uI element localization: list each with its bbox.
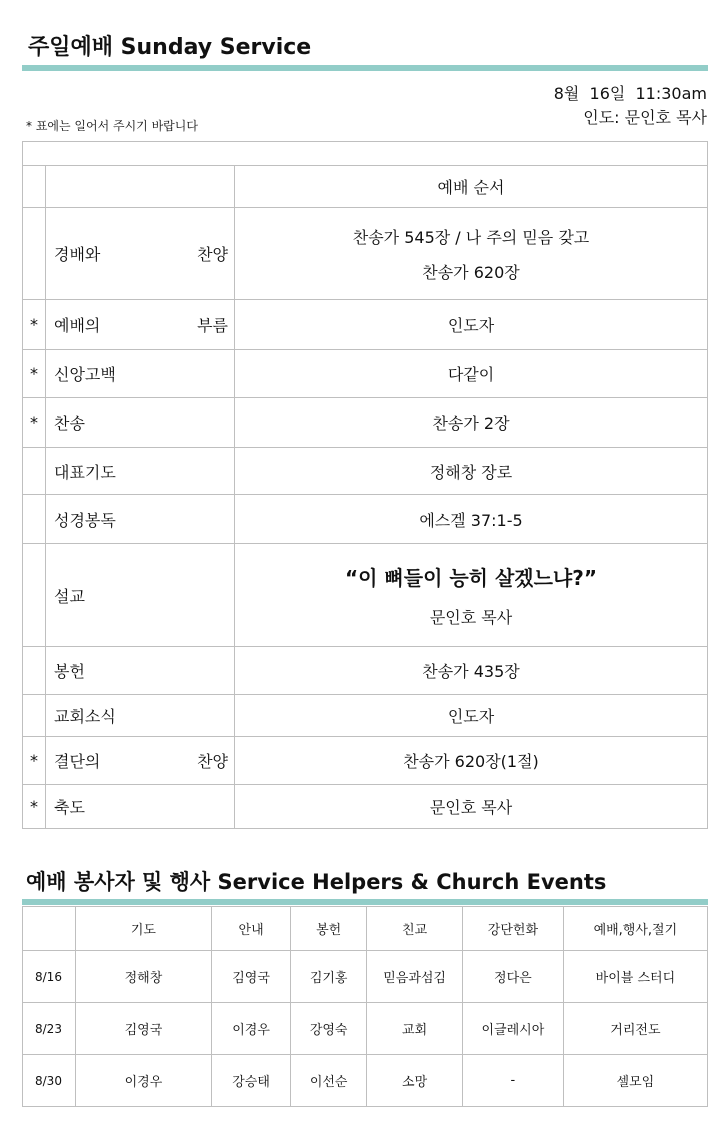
- order-label: 설교: [54, 586, 85, 606]
- standing-note: * 표에는 일어서 주시기 바랍니다: [26, 119, 198, 133]
- standing-marker: *: [23, 785, 46, 829]
- order-value: 다같이: [447, 365, 495, 384]
- order-header: 예배 순서: [235, 166, 708, 208]
- order-label: 축도: [54, 798, 85, 817]
- order-value: 정해창 장로: [429, 462, 513, 482]
- helpers-cell: 정해창: [75, 951, 211, 1003]
- helpers-cell: 이경우: [212, 1003, 291, 1055]
- helpers-cell: 소망: [367, 1055, 463, 1107]
- order-row: [23, 208, 708, 300]
- column-header: 친교: [367, 907, 463, 951]
- helpers-table: [22, 906, 708, 1107]
- order-label: 경배와 찬양: [54, 245, 228, 264]
- helpers-cell: 강승태: [212, 1055, 291, 1107]
- helpers-cell: -: [463, 1055, 564, 1107]
- order-value: 찬송가 435장: [422, 662, 520, 681]
- helpers-row: [23, 951, 708, 1003]
- order-of-worship-table: [22, 141, 708, 829]
- column-header: 예배,행사,절기: [563, 907, 707, 951]
- order-label: 결단의 찬양: [54, 752, 228, 771]
- column-header: 강단헌화: [463, 907, 564, 951]
- helpers-cell: 믿음과섬김: [367, 951, 463, 1003]
- order-value: 찬송가 2장: [432, 414, 510, 433]
- standing-marker: *: [23, 300, 46, 350]
- helpers-cell: 셀모임: [563, 1055, 707, 1107]
- service-info: [554, 82, 707, 130]
- helpers-cell: 김영국: [212, 951, 291, 1003]
- order-value: 에스겔 37:1-5: [419, 510, 523, 530]
- order-label: 봉헌: [54, 662, 85, 681]
- standing-marker: *: [23, 737, 46, 785]
- helpers-date: 8/16: [23, 951, 76, 1003]
- table-header-row: [23, 166, 708, 208]
- helpers-cell: 이경우: [75, 1055, 211, 1107]
- helpers-divider: [22, 899, 708, 905]
- helpers-row: [23, 1055, 708, 1107]
- order-value: 찬송가 545장 / 나 주의 믿음 갖고: [352, 227, 590, 247]
- standing-marker: [23, 208, 46, 300]
- page-title: 주일예배 Sunday Service: [28, 35, 312, 60]
- order-row: [23, 495, 708, 544]
- order-value: 문인호 목사: [429, 608, 513, 627]
- standing-marker: [23, 647, 46, 695]
- order-value: 문인호 목사: [429, 798, 513, 817]
- order-row: [23, 350, 708, 398]
- service-date: 8월 16일 11:30am: [553, 84, 707, 103]
- order-label: 대표기도: [54, 462, 116, 482]
- helpers-cell: 이글레시아: [463, 1003, 564, 1055]
- order-row: [23, 785, 708, 829]
- order-label: 예배의 부름: [54, 316, 228, 335]
- table-top-spacer: [23, 142, 708, 166]
- helpers-cell: 이선순: [291, 1055, 367, 1107]
- service-leader: 인도: 문인호 목사: [583, 108, 707, 127]
- order-label: 신앙고백: [54, 365, 116, 384]
- helpers-cell: 교회: [367, 1003, 463, 1055]
- column-header: 안내: [212, 907, 291, 951]
- helpers-cell: 정다은: [463, 951, 564, 1003]
- order-value: 찬송가 620장(1절): [403, 752, 539, 771]
- helpers-header-row: [23, 907, 708, 951]
- order-label: 성경봉독: [54, 510, 116, 530]
- helpers-cell: 강영숙: [291, 1003, 367, 1055]
- order-label: 찬송: [54, 414, 85, 433]
- helpers-cell: 김기홍: [291, 951, 367, 1003]
- order-row: [23, 448, 708, 495]
- column-header: 봉헌: [291, 907, 367, 951]
- helpers-date: 8/30: [23, 1055, 76, 1107]
- helpers-title: 예배 봉사자 및 행사 Service Helpers & Church Events: [26, 870, 607, 894]
- order-row: [23, 737, 708, 785]
- standing-marker: [23, 544, 46, 647]
- order-row: [23, 300, 708, 350]
- order-row: [23, 544, 708, 647]
- sermon-title: “이 뼈들이 능히 살겠느냐?”: [345, 566, 597, 590]
- order-label: 교회소식: [54, 707, 116, 726]
- helpers-row: [23, 1003, 708, 1055]
- helpers-cell: 김영국: [75, 1003, 211, 1055]
- standing-marker: *: [23, 398, 46, 448]
- helpers-cell: 바이블 스터디: [563, 951, 707, 1003]
- title-divider: [22, 65, 708, 71]
- column-header: 기도: [75, 907, 211, 951]
- order-row: [23, 398, 708, 448]
- order-row: [23, 647, 708, 695]
- helpers-date: 8/23: [23, 1003, 76, 1055]
- standing-marker: [23, 448, 46, 495]
- column-header: [23, 907, 76, 951]
- helpers-cell: 거리전도: [563, 1003, 707, 1055]
- standing-marker: [23, 495, 46, 544]
- order-row: [23, 695, 708, 737]
- standing-marker: *: [23, 350, 46, 398]
- order-value: 인도자: [447, 316, 495, 335]
- order-value: 인도자: [447, 707, 495, 726]
- standing-marker: [23, 695, 46, 737]
- order-value: 찬송가 620장: [422, 262, 520, 282]
